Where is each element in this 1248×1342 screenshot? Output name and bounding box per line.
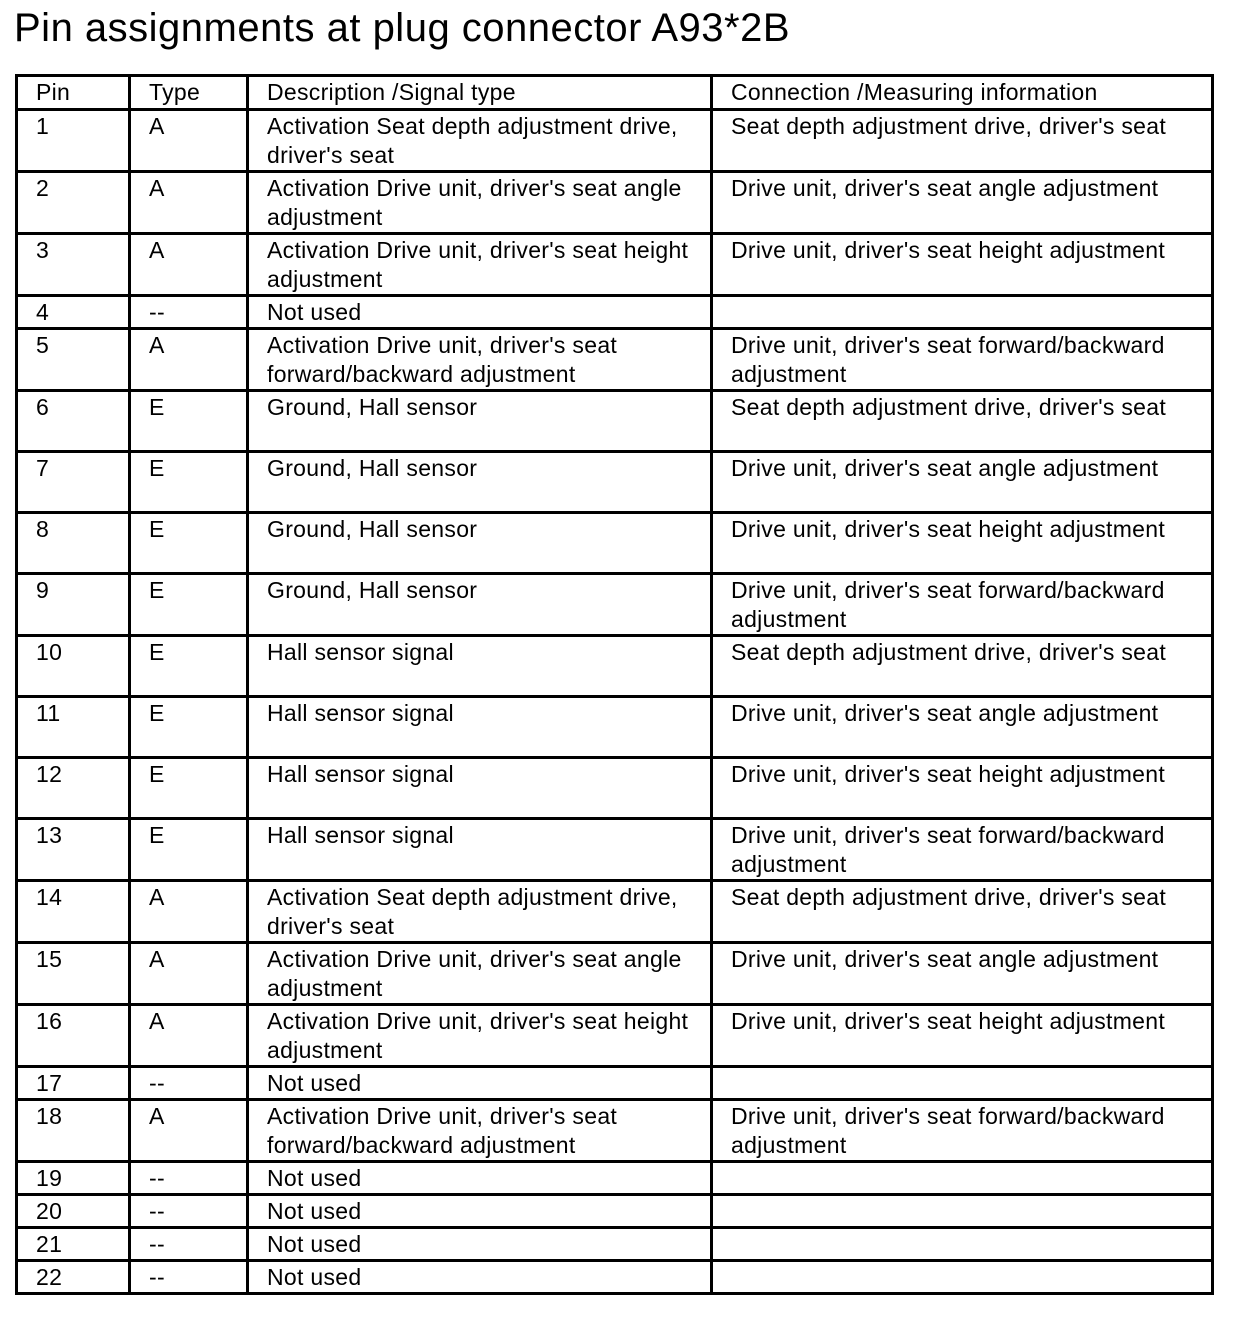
table-row	[17, 513, 1213, 574]
connection-cell	[712, 1162, 1213, 1195]
pin-cell: 17	[17, 1067, 130, 1100]
type-cell: E	[130, 513, 248, 574]
table-row	[17, 758, 1213, 819]
table-row	[17, 391, 1213, 452]
description-cell: Not used	[248, 1067, 712, 1100]
type-cell: E	[130, 819, 248, 881]
connection-cell: Drive unit, driver's seat angle adjustment	[712, 452, 1213, 513]
table-row	[17, 1067, 1213, 1100]
pin-cell: 1	[17, 110, 130, 172]
description-cell: Not used	[248, 1261, 712, 1294]
table-row	[17, 697, 1213, 758]
pin-cell: 22	[17, 1261, 130, 1294]
page-title: Pin assignments at plug connector A93*2B	[14, 6, 791, 50]
pin-cell: 11	[17, 697, 130, 758]
table-row	[17, 172, 1213, 234]
table-row	[17, 329, 1213, 391]
table-row	[17, 819, 1213, 881]
type-cell: A	[130, 1100, 248, 1162]
description-cell: Ground, Hall sensor	[248, 391, 712, 452]
connection-cell: Seat depth adjustment drive, driver's seat	[712, 391, 1213, 452]
connection-cell: Drive unit, driver's seat forward/backward adjustment	[712, 574, 1213, 636]
connection-cell: Drive unit, driver's seat forward/backward adjustment	[712, 819, 1213, 881]
type-cell: --	[130, 1067, 248, 1100]
type-cell: E	[130, 758, 248, 819]
table-row	[17, 110, 1213, 172]
table-body	[17, 110, 1213, 1294]
description-cell: Ground, Hall sensor	[248, 452, 712, 513]
connection-cell	[712, 1195, 1213, 1228]
type-cell: A	[130, 234, 248, 296]
description-cell: Activation Seat depth adjustment drive, driver's seat	[248, 881, 712, 943]
pin-cell: 4	[17, 296, 130, 329]
pin-cell: 7	[17, 452, 130, 513]
connection-cell	[712, 296, 1213, 329]
description-cell: Hall sensor signal	[248, 758, 712, 819]
pin-cell: 2	[17, 172, 130, 234]
connection-cell: Drive unit, driver's seat height adjustment	[712, 234, 1213, 296]
type-cell: --	[130, 296, 248, 329]
column-header-pin: Pin	[17, 76, 130, 110]
pin-cell: 8	[17, 513, 130, 574]
table-row	[17, 1195, 1213, 1228]
connection-cell	[712, 1261, 1213, 1294]
table-row	[17, 1261, 1213, 1294]
description-cell: Activation Drive unit, driver's seat angle adjustment	[248, 172, 712, 234]
description-cell: Ground, Hall sensor	[248, 574, 712, 636]
table-row	[17, 1005, 1213, 1067]
connection-cell: Drive unit, driver's seat height adjustment	[712, 513, 1213, 574]
table-row	[17, 636, 1213, 697]
column-header-description: Description /Signal type	[248, 76, 712, 110]
type-cell: --	[130, 1162, 248, 1195]
description-cell: Hall sensor signal	[248, 819, 712, 881]
type-cell: E	[130, 391, 248, 452]
description-cell: Activation Seat depth adjustment drive, driver's seat	[248, 110, 712, 172]
type-cell: A	[130, 110, 248, 172]
pin-cell: 13	[17, 819, 130, 881]
pin-cell: 6	[17, 391, 130, 452]
table-row	[17, 234, 1213, 296]
column-header-type: Type	[130, 76, 248, 110]
connection-cell: Seat depth adjustment drive, driver's seat	[712, 636, 1213, 697]
type-cell: A	[130, 1005, 248, 1067]
type-cell: E	[130, 574, 248, 636]
connection-cell: Drive unit, driver's seat angle adjustment	[712, 172, 1213, 234]
description-cell: Not used	[248, 296, 712, 329]
type-cell: --	[130, 1195, 248, 1228]
connection-cell: Seat depth adjustment drive, driver's seat	[712, 881, 1213, 943]
table-row	[17, 943, 1213, 1005]
description-cell: Hall sensor signal	[248, 697, 712, 758]
description-cell: Not used	[248, 1195, 712, 1228]
description-cell: Activation Drive unit, driver's seat height adjustment	[248, 234, 712, 296]
description-cell: Activation Drive unit, driver's seat forward/backward adjustment	[248, 329, 712, 391]
pin-cell: 3	[17, 234, 130, 296]
pin-cell: 20	[17, 1195, 130, 1228]
table-row	[17, 1228, 1213, 1261]
description-cell: Not used	[248, 1228, 712, 1261]
pin-cell: 21	[17, 1228, 130, 1261]
type-cell: A	[130, 881, 248, 943]
description-cell: Activation Drive unit, driver's seat angle adjustment	[248, 943, 712, 1005]
pin-assignment-table	[15, 74, 1214, 1295]
pin-cell: 12	[17, 758, 130, 819]
type-cell: E	[130, 697, 248, 758]
table-row	[17, 452, 1213, 513]
connection-cell: Drive unit, driver's seat height adjustment	[712, 758, 1213, 819]
pin-cell: 5	[17, 329, 130, 391]
type-cell: --	[130, 1261, 248, 1294]
table-row	[17, 1162, 1213, 1195]
column-header-connection: Connection /Measuring information	[712, 76, 1213, 110]
connection-cell	[712, 1228, 1213, 1261]
connection-cell: Drive unit, driver's seat forward/backward adjustment	[712, 329, 1213, 391]
pin-cell: 10	[17, 636, 130, 697]
pin-cell: 16	[17, 1005, 130, 1067]
description-cell: Hall sensor signal	[248, 636, 712, 697]
connection-cell: Drive unit, driver's seat height adjustment	[712, 1005, 1213, 1067]
description-cell: Activation Drive unit, driver's seat forward/backward adjustment	[248, 1100, 712, 1162]
type-cell: A	[130, 943, 248, 1005]
table-row	[17, 296, 1213, 329]
connection-cell: Drive unit, driver's seat angle adjustment	[712, 943, 1213, 1005]
pin-cell: 15	[17, 943, 130, 1005]
pin-cell: 9	[17, 574, 130, 636]
type-cell: --	[130, 1228, 248, 1261]
description-cell: Not used	[248, 1162, 712, 1195]
connection-cell: Drive unit, driver's seat angle adjustment	[712, 697, 1213, 758]
pin-cell: 14	[17, 881, 130, 943]
pin-cell: 18	[17, 1100, 130, 1162]
table-row	[17, 574, 1213, 636]
table-header-row	[17, 76, 1213, 110]
description-cell: Activation Drive unit, driver's seat height adjustment	[248, 1005, 712, 1067]
type-cell: E	[130, 636, 248, 697]
type-cell: A	[130, 172, 248, 234]
type-cell: A	[130, 329, 248, 391]
type-cell: E	[130, 452, 248, 513]
table-row	[17, 1100, 1213, 1162]
connection-cell: Drive unit, driver's seat forward/backward adjustment	[712, 1100, 1213, 1162]
pin-cell: 19	[17, 1162, 130, 1195]
table-row	[17, 881, 1213, 943]
description-cell: Ground, Hall sensor	[248, 513, 712, 574]
connection-cell	[712, 1067, 1213, 1100]
connection-cell: Seat depth adjustment drive, driver's seat	[712, 110, 1213, 172]
